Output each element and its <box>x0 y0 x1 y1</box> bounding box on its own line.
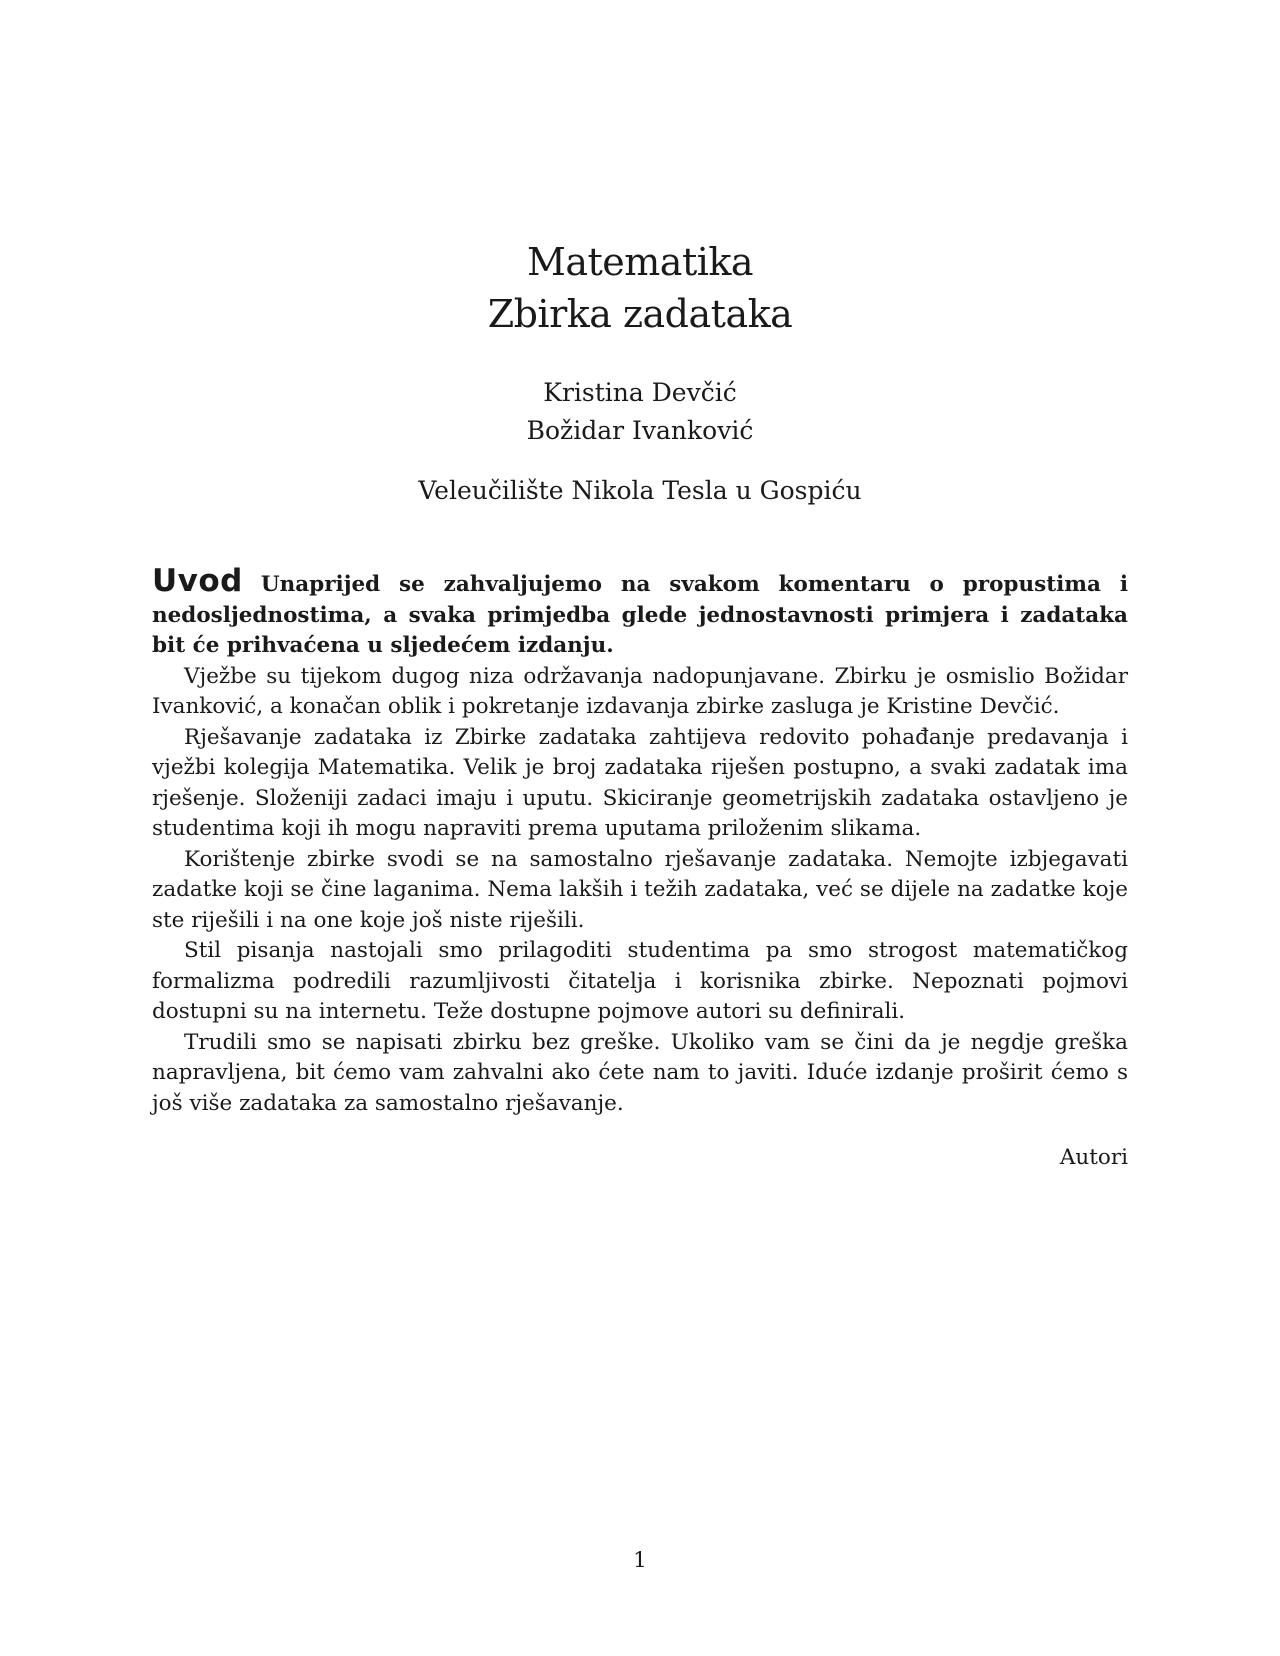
document-title <box>0 236 1280 340</box>
intro-bold-paragraph <box>152 563 1128 662</box>
title-line-1: Matematika <box>526 240 754 284</box>
page-number: 1 <box>633 1548 647 1573</box>
intro-paragraph: Stil pisanja nastojali smo prilagoditi studentima pa smo strogost matematičkog formalizma podredili razumljivosti čitatelja i korisnika zbirke. Nepoznati pojmovi dostupni su na internetu. Teže dostupne pojmove autori su definirali. <box>152 938 1128 1024</box>
author-name: Kristina Devčić <box>543 378 737 407</box>
intro-paragraph: Rješavanje zadataka iz Zbirke zadataka zahtijeva redovito pohađanje predavanja i vježbi kolegija Matematika. Velik je broj zadataka riješen postupno, a svaki zadatak ima rješenje. Složeniji zadaci imaju i uputu. Skiciranje geometrijskih zadataka ostavljeno je studentima koji ih mogu napraviti prema uputama priloženim slikama. <box>152 724 1128 841</box>
intro-bold-text: Unaprijed se zahvaljujemo na svakom komentaru o propustima i nedosljednostima, a svaka primjedba glede jednostavnosti primjera i zadataka bit će prihvaćena u sljedećem izdanju. <box>152 572 1128 658</box>
author-name: Božidar Ivanković <box>526 416 754 445</box>
intro-paragraph: Trudili smo se napisati zbirku bez greške. Ukoliko vam se čini da je negdje greška napravljena, bit ćemo vam zahvalni ako ćete nam to javiti. Iduće izdanje proširit ćemo s još više zadataka za samostalno rješavanje. <box>152 1029 1128 1116</box>
institution: Veleučilište Nikola Tesla u Gospiću <box>418 476 862 505</box>
intro-heading: Uvod <box>152 563 243 599</box>
author-list <box>0 374 1280 450</box>
intro-paragraph: Korištenje zbirke svodi se na samostalno rješavanje zadataka. Nemojte izbjegavati zadatke koji se čine laganima. Nema lakših i težih zadataka, već se dijele na zadatke koje ste riješili i na one koje još niste riješili. <box>152 846 1128 933</box>
intro-paragraph: Vježbe su tijekom dugog niza održavanja nadopunjavane. Zbirku je osmislio Božidar Ivanković, a konačan oblik i pokretanje izdavanja zbirke zasluga je Kristine Devčić. <box>152 663 1128 719</box>
title-line-2: Zbirka zadataka <box>487 292 793 336</box>
signature: Autori <box>1059 1145 1128 1170</box>
intro-section <box>152 563 1128 1119</box>
